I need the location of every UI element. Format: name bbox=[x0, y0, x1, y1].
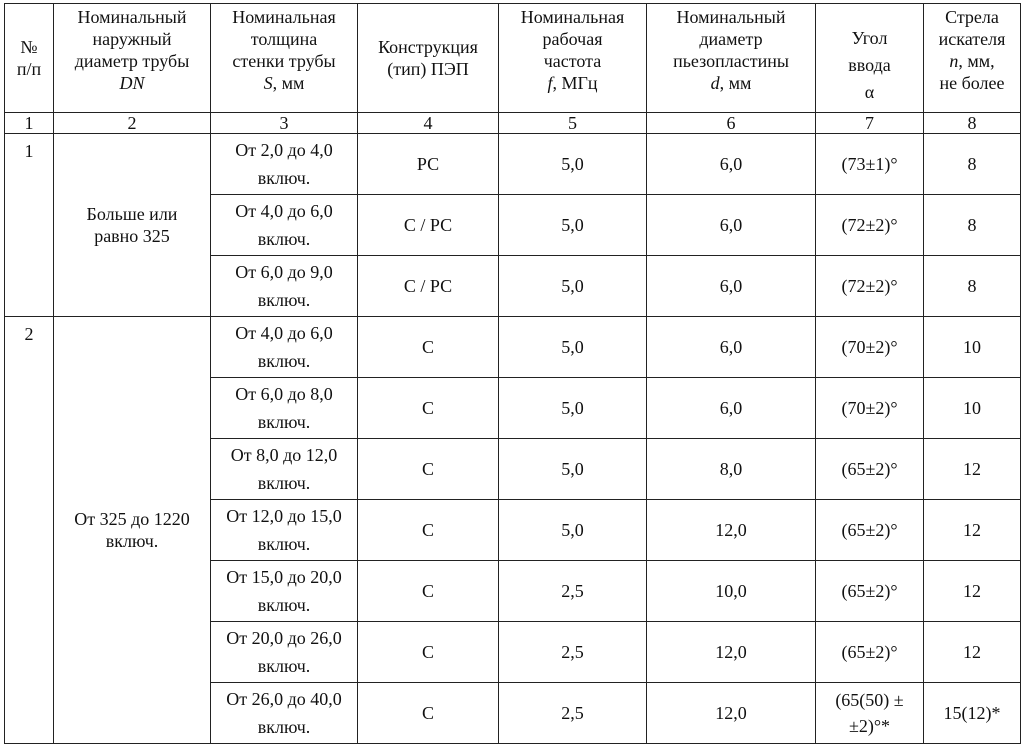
plate-diameter-cell: 6,0 bbox=[647, 378, 816, 439]
header-frequency: Номинальная рабочая частота f, МГц bbox=[499, 4, 647, 113]
wall-thickness-cell: От 6,0 до 9,0 включ. bbox=[211, 256, 358, 317]
probe-arrow-cell: 10 bbox=[924, 378, 1021, 439]
frequency-cell: 2,5 bbox=[499, 561, 647, 622]
frequency-cell: 2,5 bbox=[499, 683, 647, 744]
column-number: 2 bbox=[54, 113, 211, 134]
column-number-row bbox=[5, 113, 1021, 134]
probe-arrow-cell: 8 bbox=[924, 134, 1021, 195]
plate-diameter-cell: 12,0 bbox=[647, 683, 816, 744]
wall-thickness-cell: От 26,0 до 40,0 включ. bbox=[211, 683, 358, 744]
input-angle-cell: (65(50) ± ±2)°* bbox=[816, 683, 924, 744]
input-angle-cell: (70±2)° bbox=[816, 317, 924, 378]
header-input-angle: Угол ввода α bbox=[816, 4, 924, 113]
table-row bbox=[5, 134, 1021, 195]
column-number: 1 bbox=[5, 113, 54, 134]
frequency-cell: 5,0 bbox=[499, 256, 647, 317]
wall-thickness-cell: От 8,0 до 12,0 включ. bbox=[211, 439, 358, 500]
wall-thickness-cell: От 4,0 до 6,0 включ. bbox=[211, 195, 358, 256]
transducer-parameters-table bbox=[4, 3, 1021, 744]
plate-diameter-cell: 6,0 bbox=[647, 256, 816, 317]
input-angle-cell: (72±2)° bbox=[816, 195, 924, 256]
wall-thickness-cell: От 15,0 до 20,0 включ. bbox=[211, 561, 358, 622]
transducer-type-cell: С bbox=[358, 317, 499, 378]
transducer-type-cell: С bbox=[358, 439, 499, 500]
input-angle-cell: (73±1)° bbox=[816, 134, 924, 195]
group-number: 2 bbox=[5, 317, 54, 744]
diameter-range: От 325 до 1220 включ. bbox=[54, 317, 211, 744]
input-angle-cell: (65±2)° bbox=[816, 500, 924, 561]
diameter-range: Больше или равно 325 bbox=[54, 134, 211, 317]
wall-thickness-cell: От 4,0 до 6,0 включ. bbox=[211, 317, 358, 378]
wall-thickness-cell: От 6,0 до 8,0 включ. bbox=[211, 378, 358, 439]
probe-arrow-cell: 12 bbox=[924, 622, 1021, 683]
frequency-cell: 2,5 bbox=[499, 622, 647, 683]
column-number: 5 bbox=[499, 113, 647, 134]
probe-arrow-cell: 8 bbox=[924, 195, 1021, 256]
column-number: 4 bbox=[358, 113, 499, 134]
frequency-cell: 5,0 bbox=[499, 439, 647, 500]
header-plate-diameter: Номинальный диаметр пьезопластины d, мм bbox=[647, 4, 816, 113]
probe-arrow-cell: 8 bbox=[924, 256, 1021, 317]
plate-diameter-cell: 12,0 bbox=[647, 500, 816, 561]
header-probe-arrow: Стрела искателя n, мм, не более bbox=[924, 4, 1021, 113]
input-angle-cell: (72±2)° bbox=[816, 256, 924, 317]
table-row bbox=[5, 317, 1021, 378]
frequency-cell: 5,0 bbox=[499, 195, 647, 256]
transducer-type-cell: С bbox=[358, 683, 499, 744]
probe-arrow-cell: 10 bbox=[924, 317, 1021, 378]
plate-diameter-cell: 8,0 bbox=[647, 439, 816, 500]
header-transducer-type: Конструкция (тип) ПЭП bbox=[358, 4, 499, 113]
header-row bbox=[5, 4, 1021, 113]
transducer-type-cell: С bbox=[358, 378, 499, 439]
transducer-type-cell: С bbox=[358, 561, 499, 622]
probe-arrow-cell: 15(12)* bbox=[924, 683, 1021, 744]
group-number: 1 bbox=[5, 134, 54, 317]
transducer-type-cell: С bbox=[358, 500, 499, 561]
wall-thickness-cell: От 2,0 до 4,0 включ. bbox=[211, 134, 358, 195]
transducer-type-cell: С / РС bbox=[358, 195, 499, 256]
input-angle-cell: (65±2)° bbox=[816, 561, 924, 622]
transducer-type-cell: РС bbox=[358, 134, 499, 195]
plate-diameter-cell: 6,0 bbox=[647, 317, 816, 378]
input-angle-cell: (65±2)° bbox=[816, 622, 924, 683]
frequency-cell: 5,0 bbox=[499, 134, 647, 195]
column-number: 3 bbox=[211, 113, 358, 134]
plate-diameter-cell: 10,0 bbox=[647, 561, 816, 622]
wall-thickness-cell: От 20,0 до 26,0 включ. bbox=[211, 622, 358, 683]
input-angle-cell: (65±2)° bbox=[816, 439, 924, 500]
column-number: 7 bbox=[816, 113, 924, 134]
frequency-cell: 5,0 bbox=[499, 500, 647, 561]
transducer-type-cell: С bbox=[358, 622, 499, 683]
probe-arrow-cell: 12 bbox=[924, 561, 1021, 622]
wall-thickness-cell: От 12,0 до 15,0 включ. bbox=[211, 500, 358, 561]
plate-diameter-cell: 6,0 bbox=[647, 195, 816, 256]
column-number: 6 bbox=[647, 113, 816, 134]
input-angle-cell: (70±2)° bbox=[816, 378, 924, 439]
frequency-cell: 5,0 bbox=[499, 317, 647, 378]
probe-arrow-cell: 12 bbox=[924, 439, 1021, 500]
header-outer-diameter: Номинальный наружный диаметр трубы DN bbox=[54, 4, 211, 113]
plate-diameter-cell: 12,0 bbox=[647, 622, 816, 683]
frequency-cell: 5,0 bbox=[499, 378, 647, 439]
column-number: 8 bbox=[924, 113, 1021, 134]
transducer-type-cell: С / РС bbox=[358, 256, 499, 317]
header-wall-thickness: Номинальная толщина стенки трубы S, мм bbox=[211, 4, 358, 113]
header-row-number: № п/п bbox=[5, 4, 54, 113]
probe-arrow-cell: 12 bbox=[924, 500, 1021, 561]
plate-diameter-cell: 6,0 bbox=[647, 134, 816, 195]
